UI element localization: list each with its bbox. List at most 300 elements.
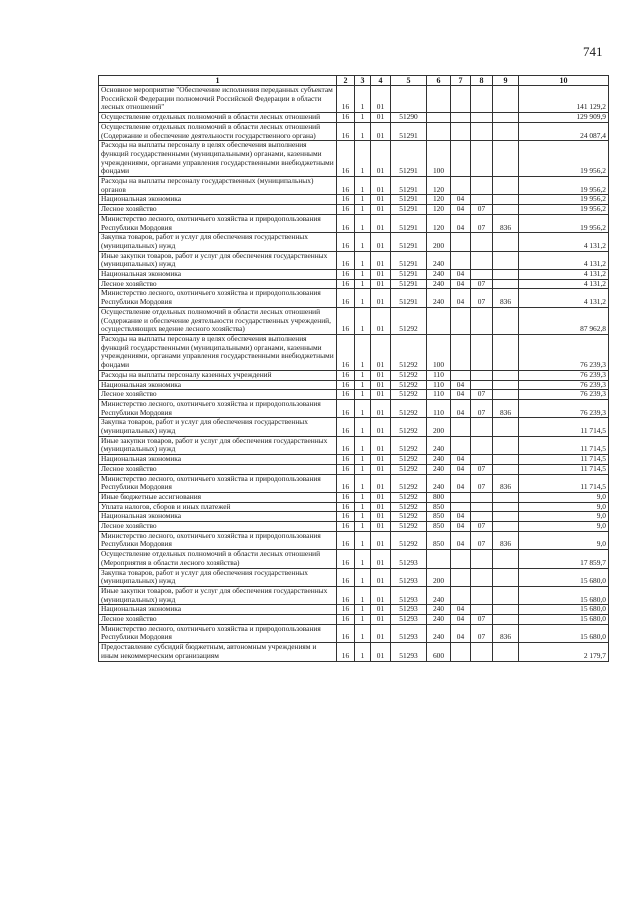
table-row xyxy=(99,502,609,512)
table-row xyxy=(99,455,609,465)
table-row xyxy=(99,141,609,177)
code-cell: 01 xyxy=(371,233,391,251)
amount-cell: 15 680,0 xyxy=(519,568,609,586)
amount-cell: 19 956,2 xyxy=(519,141,609,177)
code-cell: 100 xyxy=(427,334,451,370)
code-cell: 01 xyxy=(371,270,391,280)
row-label-cell: Закупка товаров, работ и услуг для обеспечения государственных (муниципальных) нужд xyxy=(99,418,337,436)
code-cell: 1 xyxy=(355,141,371,177)
column-header: 2 xyxy=(337,76,355,86)
code-cell: 16 xyxy=(337,195,355,205)
code-cell: 01 xyxy=(371,113,391,123)
code-cell: 07 xyxy=(471,531,493,549)
code-cell: 01 xyxy=(371,474,391,492)
code-cell: 1 xyxy=(355,205,371,215)
code-cell: 16 xyxy=(337,455,355,465)
code-cell: 110 xyxy=(427,390,451,400)
code-cell: 1 xyxy=(355,370,371,380)
code-cell: 01 xyxy=(371,436,391,454)
code-cell xyxy=(451,86,471,113)
amount-cell: 129 909,9 xyxy=(519,113,609,123)
code-cell xyxy=(451,113,471,123)
code-cell: 120 xyxy=(427,214,451,232)
code-cell: 16 xyxy=(337,390,355,400)
table-row xyxy=(99,605,609,615)
code-cell: 04 xyxy=(451,531,471,549)
code-cell: 51292 xyxy=(391,307,427,334)
code-cell: 1 xyxy=(355,289,371,307)
code-cell: 01 xyxy=(371,307,391,334)
code-cell: 51292 xyxy=(391,334,427,370)
code-cell xyxy=(493,522,519,532)
code-cell: 1 xyxy=(355,464,371,474)
code-cell: 16 xyxy=(337,522,355,532)
code-cell: 04 xyxy=(451,455,471,465)
code-cell: 16 xyxy=(337,122,355,140)
code-cell: 1 xyxy=(355,307,371,334)
amount-cell: 4 131,2 xyxy=(519,270,609,280)
code-cell xyxy=(493,86,519,113)
code-cell: 16 xyxy=(337,251,355,269)
code-cell: 51293 xyxy=(391,624,427,642)
code-cell: 16 xyxy=(337,141,355,177)
row-label-cell: Лесное хозяйство xyxy=(99,390,337,400)
code-cell: 07 xyxy=(471,474,493,492)
code-cell: 01 xyxy=(371,418,391,436)
code-cell: 1 xyxy=(355,214,371,232)
code-cell: 01 xyxy=(371,370,391,380)
code-cell: 01 xyxy=(371,531,391,549)
table-row xyxy=(99,270,609,280)
code-cell: 07 xyxy=(471,522,493,532)
code-cell xyxy=(427,122,451,140)
code-cell: 16 xyxy=(337,568,355,586)
table-row xyxy=(99,370,609,380)
code-cell xyxy=(451,418,471,436)
table-row xyxy=(99,233,609,251)
code-cell: 240 xyxy=(427,624,451,642)
row-label-cell: Расходы на выплаты персоналу государственных (муниципальных) органов xyxy=(99,177,337,195)
amount-cell: 9,0 xyxy=(519,522,609,532)
code-cell: 16 xyxy=(337,177,355,195)
code-cell xyxy=(493,418,519,436)
code-cell xyxy=(471,177,493,195)
code-cell: 51292 xyxy=(391,492,427,502)
row-label-cell: Иные бюджетные ассигнования xyxy=(99,492,337,502)
code-cell: 1 xyxy=(355,270,371,280)
row-label-cell: Расходы на выплаты персоналу в целях обеспечения выполнения функций государственными (муниципальными) органами, казенными учреждениями, органами управления государственными внебюджетными фондами xyxy=(99,141,337,177)
column-header: 7 xyxy=(451,76,471,86)
code-cell: 16 xyxy=(337,205,355,215)
code-cell xyxy=(493,455,519,465)
row-label-cell: Уплата налогов, сборов и иных платежей xyxy=(99,502,337,512)
table-row xyxy=(99,531,609,549)
code-cell: 16 xyxy=(337,464,355,474)
code-cell: 120 xyxy=(427,195,451,205)
code-cell: 16 xyxy=(337,502,355,512)
code-cell xyxy=(471,251,493,269)
code-cell: 04 xyxy=(451,279,471,289)
row-label-cell: Иные закупки товаров, работ и услуг для обеспечения государственных (муниципальных) нужд xyxy=(99,436,337,454)
row-label-cell: Предоставление субсидий бюджетным, автономным учреждениям и иным некоммерческим организациям xyxy=(99,643,337,661)
code-cell: 16 xyxy=(337,531,355,549)
code-cell: 04 xyxy=(451,390,471,400)
code-cell: 1 xyxy=(355,399,371,417)
table-row xyxy=(99,122,609,140)
amount-cell: 76 239,3 xyxy=(519,380,609,390)
code-cell: 07 xyxy=(471,615,493,625)
code-cell: 04 xyxy=(451,512,471,522)
table-row xyxy=(99,522,609,532)
code-cell: 04 xyxy=(451,605,471,615)
code-cell: 1 xyxy=(355,177,371,195)
code-cell: 16 xyxy=(337,550,355,568)
code-cell xyxy=(471,436,493,454)
table-row xyxy=(99,643,609,661)
code-cell: 01 xyxy=(371,334,391,370)
code-cell: 240 xyxy=(427,289,451,307)
code-cell: 16 xyxy=(337,380,355,390)
code-cell: 01 xyxy=(371,492,391,502)
code-cell: 110 xyxy=(427,380,451,390)
code-cell: 07 xyxy=(471,464,493,474)
row-label-cell: Министерство лесного, охотничьего хозяйства и природопользования Республики Мордовия xyxy=(99,624,337,642)
amount-cell: 11 714,5 xyxy=(519,436,609,454)
code-cell: 51291 xyxy=(391,122,427,140)
code-cell: 1 xyxy=(355,380,371,390)
row-label-cell: Национальная экономика xyxy=(99,270,337,280)
code-cell: 04 xyxy=(451,289,471,307)
table-row xyxy=(99,334,609,370)
code-cell: 51293 xyxy=(391,568,427,586)
code-cell: 850 xyxy=(427,522,451,532)
code-cell xyxy=(451,141,471,177)
code-cell: 1 xyxy=(355,279,371,289)
code-cell: 16 xyxy=(337,214,355,232)
row-label-cell: Лесное хозяйство xyxy=(99,522,337,532)
code-cell xyxy=(471,502,493,512)
amount-cell: 24 087,4 xyxy=(519,122,609,140)
code-cell: 01 xyxy=(371,177,391,195)
code-cell xyxy=(471,334,493,370)
code-cell: 1 xyxy=(355,605,371,615)
code-cell: 51293 xyxy=(391,586,427,604)
code-cell: 1 xyxy=(355,418,371,436)
row-label-cell: Национальная экономика xyxy=(99,512,337,522)
table-row xyxy=(99,279,609,289)
code-cell: 200 xyxy=(427,233,451,251)
code-cell: 01 xyxy=(371,568,391,586)
code-cell: 16 xyxy=(337,436,355,454)
table-row xyxy=(99,512,609,522)
code-cell: 51291 xyxy=(391,233,427,251)
table-header-row xyxy=(99,76,609,86)
column-header: 1 xyxy=(99,76,337,86)
row-label-cell: Иные закупки товаров, работ и услуг для обеспечения государственных (муниципальных) нужд xyxy=(99,586,337,604)
code-cell xyxy=(471,113,493,123)
row-label-cell: Лесное хозяйство xyxy=(99,615,337,625)
code-cell: 01 xyxy=(371,624,391,642)
code-cell: 51292 xyxy=(391,522,427,532)
amount-cell: 87 962,8 xyxy=(519,307,609,334)
column-header: 4 xyxy=(371,76,391,86)
code-cell: 240 xyxy=(427,474,451,492)
row-label-cell: Национальная экономика xyxy=(99,455,337,465)
code-cell: 51292 xyxy=(391,390,427,400)
code-cell: 1 xyxy=(355,251,371,269)
code-cell xyxy=(471,568,493,586)
code-cell: 1 xyxy=(355,334,371,370)
code-cell: 836 xyxy=(493,474,519,492)
table-row xyxy=(99,399,609,417)
code-cell: 51292 xyxy=(391,531,427,549)
code-cell: 16 xyxy=(337,113,355,123)
row-label-cell: Министерство лесного, охотничьего хозяйства и природопользования Республики Мордовия xyxy=(99,399,337,417)
row-label-cell: Министерство лесного, охотничьего хозяйства и природопользования Республики Мордовия xyxy=(99,214,337,232)
amount-cell: 4 131,2 xyxy=(519,289,609,307)
code-cell xyxy=(471,307,493,334)
code-cell: 07 xyxy=(471,205,493,215)
code-cell xyxy=(471,512,493,522)
table-row xyxy=(99,436,609,454)
column-header: 8 xyxy=(471,76,493,86)
code-cell: 51290 xyxy=(391,113,427,123)
row-label-cell: Лесное хозяйство xyxy=(99,279,337,289)
code-cell xyxy=(493,233,519,251)
code-cell: 200 xyxy=(427,418,451,436)
code-cell xyxy=(451,370,471,380)
code-cell: 04 xyxy=(451,522,471,532)
table-row xyxy=(99,177,609,195)
code-cell xyxy=(493,279,519,289)
row-label-cell: Осуществление отдельных полномочий в области лесных отношений xyxy=(99,113,337,123)
code-cell: 01 xyxy=(371,122,391,140)
code-cell: 01 xyxy=(371,550,391,568)
amount-cell: 11 714,5 xyxy=(519,418,609,436)
code-cell: 51293 xyxy=(391,615,427,625)
table-row xyxy=(99,380,609,390)
code-cell: 51292 xyxy=(391,370,427,380)
amount-cell: 19 956,2 xyxy=(519,177,609,195)
code-cell: 16 xyxy=(337,643,355,661)
amount-cell: 9,0 xyxy=(519,512,609,522)
table-row xyxy=(99,113,609,123)
code-cell xyxy=(471,380,493,390)
code-cell: 01 xyxy=(371,289,391,307)
code-cell: 1 xyxy=(355,502,371,512)
row-label-cell: Расходы на выплаты персоналу в целях обеспечения выполнения функций государственными (муниципальными) органами, казенными учреждениями, органами управления государственными внебюджетными фондами xyxy=(99,334,337,370)
code-cell: 01 xyxy=(371,141,391,177)
code-cell: 836 xyxy=(493,399,519,417)
code-cell: 04 xyxy=(451,380,471,390)
code-cell: 51291 xyxy=(391,177,427,195)
code-cell: 51293 xyxy=(391,550,427,568)
amount-cell: 19 956,2 xyxy=(519,195,609,205)
code-cell xyxy=(493,195,519,205)
code-cell: 51292 xyxy=(391,474,427,492)
column-header: 10 xyxy=(519,76,609,86)
code-cell xyxy=(493,370,519,380)
column-header: 5 xyxy=(391,76,427,86)
code-cell xyxy=(493,270,519,280)
table-row xyxy=(99,586,609,604)
code-cell: 1 xyxy=(355,195,371,205)
code-cell: 240 xyxy=(427,586,451,604)
code-cell: 51291 xyxy=(391,195,427,205)
code-cell xyxy=(493,334,519,370)
code-cell xyxy=(471,370,493,380)
code-cell: 01 xyxy=(371,464,391,474)
code-cell: 100 xyxy=(427,141,451,177)
column-header: 9 xyxy=(493,76,519,86)
code-cell xyxy=(391,86,427,113)
code-cell xyxy=(471,233,493,251)
code-cell: 1 xyxy=(355,86,371,113)
table-row xyxy=(99,307,609,334)
code-cell: 04 xyxy=(451,464,471,474)
code-cell: 836 xyxy=(493,624,519,642)
code-cell xyxy=(493,568,519,586)
table-row xyxy=(99,464,609,474)
code-cell: 1 xyxy=(355,512,371,522)
code-cell: 51293 xyxy=(391,605,427,615)
code-cell: 51291 xyxy=(391,205,427,215)
code-cell: 240 xyxy=(427,605,451,615)
code-cell: 800 xyxy=(427,492,451,502)
code-cell: 04 xyxy=(451,474,471,492)
code-cell xyxy=(471,586,493,604)
row-label-cell: Министерство лесного, охотничьего хозяйства и природопользования Республики Мордовия xyxy=(99,474,337,492)
code-cell: 1 xyxy=(355,643,371,661)
code-cell xyxy=(493,307,519,334)
code-cell xyxy=(493,464,519,474)
row-label-cell: Основное мероприятие "Обеспечение исполнения переданных субъектам Российской Федерации полномочий Российской Федерации в области лесных отношений" xyxy=(99,86,337,113)
code-cell xyxy=(471,643,493,661)
table-row xyxy=(99,418,609,436)
amount-cell: 2 179,7 xyxy=(519,643,609,661)
code-cell: 04 xyxy=(451,214,471,232)
code-cell: 16 xyxy=(337,512,355,522)
code-cell: 01 xyxy=(371,214,391,232)
amount-cell: 4 131,2 xyxy=(519,233,609,251)
code-cell xyxy=(451,502,471,512)
code-cell: 01 xyxy=(371,522,391,532)
code-cell xyxy=(493,643,519,661)
code-cell xyxy=(493,605,519,615)
code-cell xyxy=(471,605,493,615)
code-cell: 836 xyxy=(493,289,519,307)
code-cell: 07 xyxy=(471,289,493,307)
code-cell xyxy=(493,550,519,568)
row-label-cell: Министерство лесного, охотничьего хозяйства и природопользования Республики Мордовия xyxy=(99,289,337,307)
code-cell: 16 xyxy=(337,615,355,625)
code-cell: 1 xyxy=(355,615,371,625)
code-cell: 01 xyxy=(371,380,391,390)
code-cell: 16 xyxy=(337,370,355,380)
code-cell xyxy=(493,251,519,269)
amount-cell: 9,0 xyxy=(519,502,609,512)
code-cell: 16 xyxy=(337,233,355,251)
code-cell: 01 xyxy=(371,586,391,604)
code-cell: 51293 xyxy=(391,643,427,661)
code-cell xyxy=(493,205,519,215)
code-cell: 01 xyxy=(371,605,391,615)
row-label-cell: Лесное хозяйство xyxy=(99,205,337,215)
code-cell: 16 xyxy=(337,289,355,307)
code-cell: 1 xyxy=(355,586,371,604)
code-cell: 240 xyxy=(427,455,451,465)
amount-cell: 141 129,2 xyxy=(519,86,609,113)
code-cell xyxy=(451,233,471,251)
code-cell: 1 xyxy=(355,522,371,532)
code-cell: 110 xyxy=(427,370,451,380)
table-row xyxy=(99,195,609,205)
code-cell: 04 xyxy=(451,205,471,215)
code-cell xyxy=(471,455,493,465)
code-cell: 16 xyxy=(337,279,355,289)
code-cell: 16 xyxy=(337,586,355,604)
code-cell: 240 xyxy=(427,251,451,269)
row-label-cell: Осуществление отдельных полномочий в области лесных отношений (Мероприятия в области лесного хозяйства) xyxy=(99,550,337,568)
code-cell xyxy=(471,270,493,280)
code-cell: 850 xyxy=(427,531,451,549)
code-cell: 07 xyxy=(471,624,493,642)
code-cell: 1 xyxy=(355,568,371,586)
table-row xyxy=(99,492,609,502)
code-cell: 04 xyxy=(451,624,471,642)
code-cell xyxy=(493,122,519,140)
row-label-cell: Осуществление отдельных полномочий в области лесных отношений (Содержание и обеспечение деятельности государственного органа) xyxy=(99,122,337,140)
row-label-cell: Министерство лесного, охотничьего хозяйства и природопользования Республики Мордовия xyxy=(99,531,337,549)
table-row xyxy=(99,86,609,113)
code-cell xyxy=(451,334,471,370)
amount-cell: 11 714,5 xyxy=(519,464,609,474)
amount-cell: 19 956,2 xyxy=(519,205,609,215)
code-cell xyxy=(427,550,451,568)
code-cell: 240 xyxy=(427,279,451,289)
row-label-cell: Национальная экономика xyxy=(99,195,337,205)
code-cell xyxy=(451,177,471,195)
code-cell: 1 xyxy=(355,455,371,465)
code-cell xyxy=(427,307,451,334)
code-cell xyxy=(493,177,519,195)
amount-cell: 11 714,5 xyxy=(519,474,609,492)
code-cell xyxy=(427,86,451,113)
code-cell: 07 xyxy=(471,214,493,232)
code-cell: 04 xyxy=(451,270,471,280)
amount-cell: 19 956,2 xyxy=(519,214,609,232)
table-body xyxy=(99,86,609,662)
code-cell: 04 xyxy=(451,615,471,625)
code-cell: 07 xyxy=(471,390,493,400)
amount-cell: 15 680,0 xyxy=(519,624,609,642)
table-row xyxy=(99,390,609,400)
code-cell: 16 xyxy=(337,334,355,370)
code-cell: 1 xyxy=(355,113,371,123)
code-cell xyxy=(427,113,451,123)
code-cell xyxy=(493,113,519,123)
amount-cell: 9,0 xyxy=(519,531,609,549)
code-cell: 120 xyxy=(427,177,451,195)
code-cell: 1 xyxy=(355,492,371,502)
code-cell: 16 xyxy=(337,270,355,280)
code-cell: 51291 xyxy=(391,270,427,280)
amount-cell: 9,0 xyxy=(519,492,609,502)
code-cell xyxy=(451,643,471,661)
code-cell: 51291 xyxy=(391,289,427,307)
code-cell: 1 xyxy=(355,233,371,251)
row-label-cell: Лесное хозяйство xyxy=(99,464,337,474)
